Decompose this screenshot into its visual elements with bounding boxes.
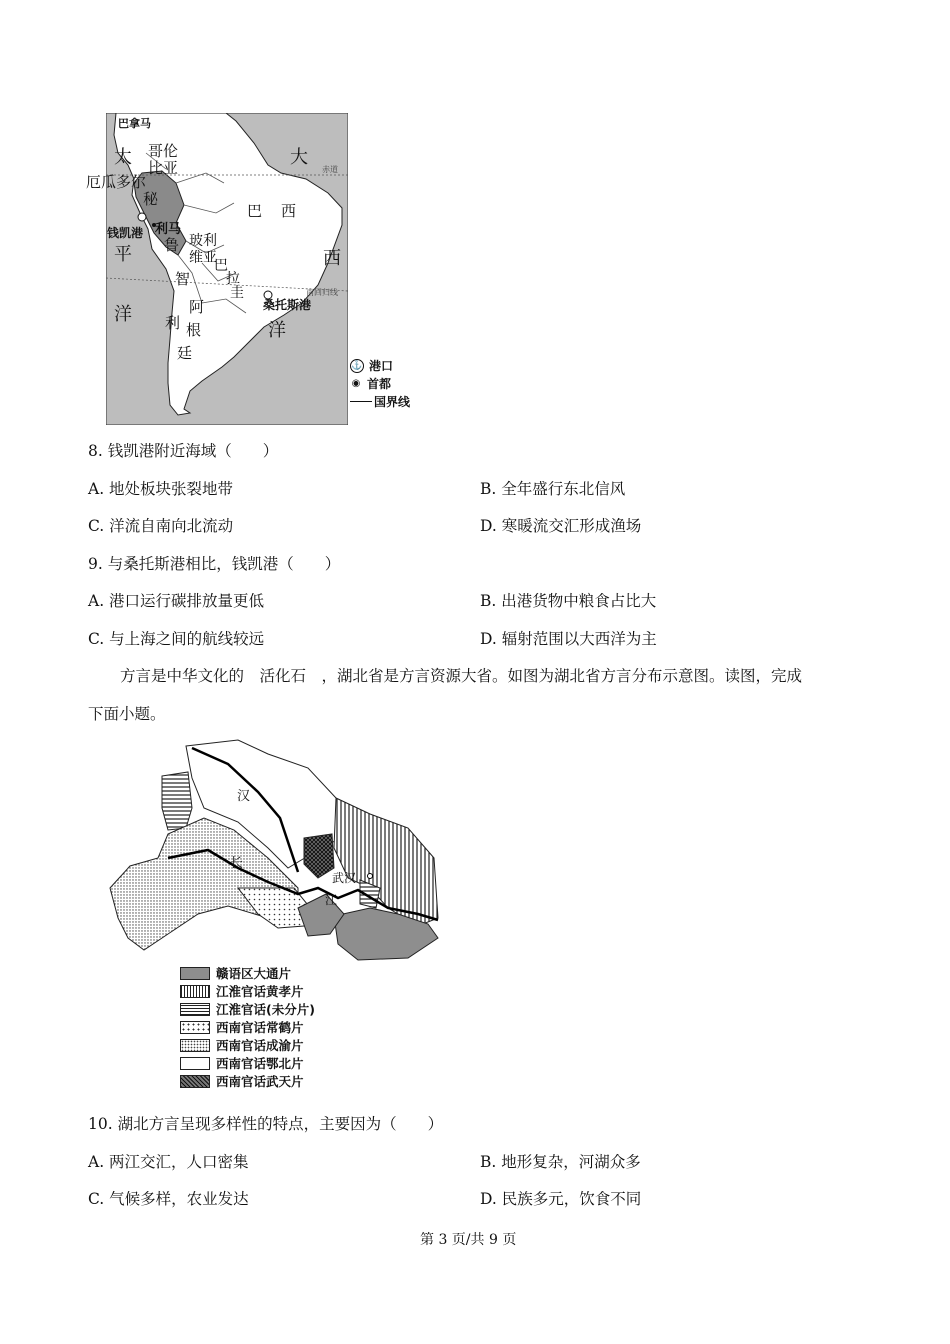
legend-swatch-sparse-dots [180,1021,210,1034]
legend-wutian: 西南官话武天片 [180,1072,304,1090]
map1-legend-border: 国界线 [350,393,410,410]
label-peru: 秘 [143,190,159,208]
label-peru-2: 鲁 [164,236,180,254]
label-paraguay-2: 拉 [226,271,240,287]
map1-legend-capital: ◉ 首都 [351,377,392,391]
label-paraguay-1: 巴 [214,258,228,274]
label-colombia-1: 哥伦 [148,142,179,160]
legend-swatch-blank [180,1057,210,1070]
label-atlantic-3: 洋 [268,320,286,341]
legend-swatch-solid-gray [180,967,210,980]
label-tropic: 南回归线 [306,288,338,297]
question-9-option-b[interactable]: B. 出港货物中粮食占比大 [480,592,657,610]
question-10-stem: 10. 湖北方言呈现多样性的特点，主要因为（ ） [88,1115,444,1133]
chancay-anchor-icon [138,213,146,221]
label-colombia-2: 比亚 [148,159,179,177]
legend-gan-datong: 赣语区大通片 [180,964,291,982]
label-chile-2: 利 [165,314,181,332]
legend-swatch-horizontal-lines [180,1003,210,1016]
question-10-option-a[interactable]: A. 两江交汇，人口密集 [88,1153,249,1171]
legend-chengyu: 西南官话成渝片 [180,1036,304,1054]
border-line-icon [350,401,372,402]
label-lima: 利马 [155,222,182,237]
dialect-intro-line-1: 方言是中华文化的 活化石 ，湖北省是方言资源大省。如图为湖北省方言分布示意图。读图，完成 [120,667,803,685]
label-equator: 赤道 [322,165,338,174]
label-pacific-3: 洋 [114,304,132,325]
region-wutian [304,834,334,878]
label-han: 汉 [237,789,251,804]
question-9-option-d[interactable]: D. 辐射范围以大西洋为主 [480,630,657,648]
question-9-option-c[interactable]: C. 与上海之间的航线较远 [88,630,265,648]
label-brazil-2: 西 [281,202,297,220]
legend-ebei: 西南官话鄂北片 [180,1054,304,1072]
label-jiang: 江 [325,893,338,907]
question-10-option-d[interactable]: D. 民族多元，饮食不同 [480,1190,642,1208]
anchor-icon: ⚓ [351,360,363,371]
legend-changhe: 西南官话常鹤片 [180,1018,304,1036]
legend-huangxiao: 江淮官话黄孝片 [180,982,304,1000]
legend-swatch-dense-dots [180,1039,210,1052]
label-brazil-1: 巴 [247,202,263,220]
label-ecuador: 厄瓜多尔 [86,173,147,191]
label-wuhan: 武汉 [332,871,357,885]
region-jianghuai-unsplit-west [162,772,192,830]
label-argentina-1: 阿 [189,298,205,316]
question-8-stem: 8. 钱凯港附近海域（ ） [88,442,279,460]
label-bolivia-1: 玻利 [189,233,217,249]
map1-legend-port: ⚓ 港口 [351,359,394,373]
label-panama: 巴拿马 [118,117,151,130]
label-chang: 长 [230,856,244,871]
label-bolivia-2: 维亚 [189,250,217,266]
legend-jianghuai-unsplit: 江淮官话(未分片) [180,1000,315,1018]
label-atlantic-1: 大 [290,147,308,168]
legend-swatch-crosshatch [180,1075,210,1088]
label-chancay: 钱凯港 [107,226,144,240]
capital-icon: ◉ [351,378,361,389]
question-9-option-a[interactable]: A. 港口运行碳排放量更低 [88,592,265,610]
question-9-stem: 9. 与桑托斯港相比，钱凯港（ ） [88,555,341,573]
label-argentina-3: 廷 [177,344,193,362]
dialect-intro-line-2: 下面小题。 [88,705,166,723]
question-10-option-b[interactable]: B. 地形复杂，河湖众多 [480,1153,641,1171]
label-argentina-2: 根 [186,321,202,339]
label-pacific-2: 平 [114,244,132,265]
page-number-footer: 第 3 页/共 9 页 [420,1232,517,1248]
label-santos: 桑托斯港 [263,298,312,312]
legend-swatch-vertical-lines [180,985,210,998]
question-10-option-c[interactable]: C. 气候多样，农业发达 [88,1190,249,1208]
label-atlantic-2: 西 [323,248,341,269]
question-8-option-a[interactable]: A. 地处板块张裂地带 [88,480,234,498]
wuhan-capital-icon [368,874,373,879]
question-8-option-b[interactable]: B. 全年盛行东北信风 [480,480,626,498]
question-8-option-d[interactable]: D. 寒暖流交汇形成渔场 [480,517,642,535]
label-chile: 智 [175,270,191,288]
label-paraguay-3: 圭 [230,285,244,301]
hubei-dialect-map [108,738,453,963]
question-8-option-c[interactable]: C. 洋流自南向北流动 [88,517,234,535]
label-pacific-1: 太 [114,147,132,168]
